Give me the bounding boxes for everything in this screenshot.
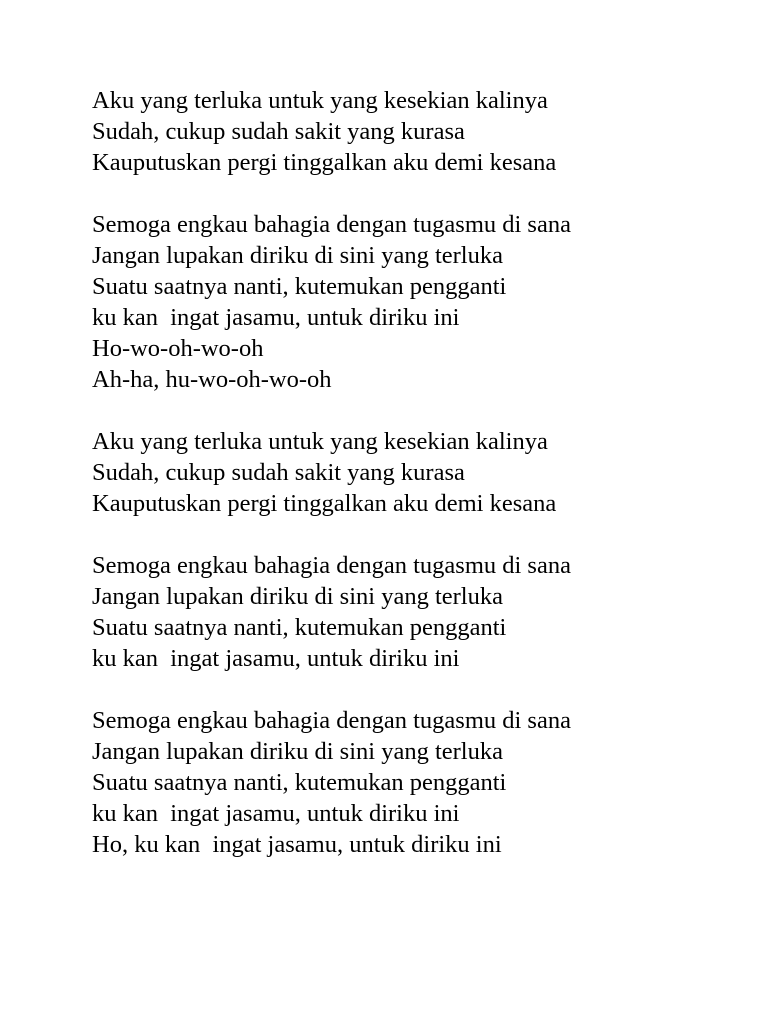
lyric-line: Semoga engkau bahagia dengan tugasmu di sana [92,707,571,734]
lyric-line: Aku yang terluka untuk yang kesekian kalinya [92,428,548,455]
lyric-line: Ho-wo-oh-wo-oh [92,335,264,362]
lyric-line: Ho, ku kan ingat jasamu, untuk diriku ini [92,831,502,858]
lyric-line: ku kan ingat jasamu, untuk diriku ini [92,800,460,827]
lyric-line: Semoga engkau bahagia dengan tugasmu di sana [92,211,571,238]
lyric-line: ku kan ingat jasamu, untuk diriku ini [92,645,460,672]
stanza-3 [92,426,728,519]
lyric-line: Jangan lupakan diriku di sini yang terluka [92,242,503,269]
stanza-2 [92,209,728,395]
lyric-line: Semoga engkau bahagia dengan tugasmu di sana [92,552,571,579]
stanza-5 [92,705,728,860]
lyric-line: Suatu saatnya nanti, kutemukan pengganti [92,273,507,300]
lyric-line: Sudah, cukup sudah sakit yang kurasa [92,459,465,486]
lyric-line: Kauputuskan pergi tinggalkan aku demi kesana [92,490,557,517]
stanza-4 [92,550,728,674]
lyric-line: Jangan lupakan diriku di sini yang terluka [92,583,503,610]
lyric-line: Kauputuskan pergi tinggalkan aku demi kesana [92,149,557,176]
lyric-line: Sudah, cukup sudah sakit yang kurasa [92,118,465,145]
lyric-line: Jangan lupakan diriku di sini yang terluka [92,738,503,765]
lyric-line: ku kan ingat jasamu, untuk diriku ini [92,304,460,331]
lyric-line: Aku yang terluka untuk yang kesekian kalinya [92,87,548,114]
lyric-line: Ah-ha, hu-wo-oh-wo-oh [92,366,332,393]
lyric-line: Suatu saatnya nanti, kutemukan pengganti [92,769,507,796]
stanza-1 [92,85,728,178]
lyric-line: Suatu saatnya nanti, kutemukan pengganti [92,614,507,641]
